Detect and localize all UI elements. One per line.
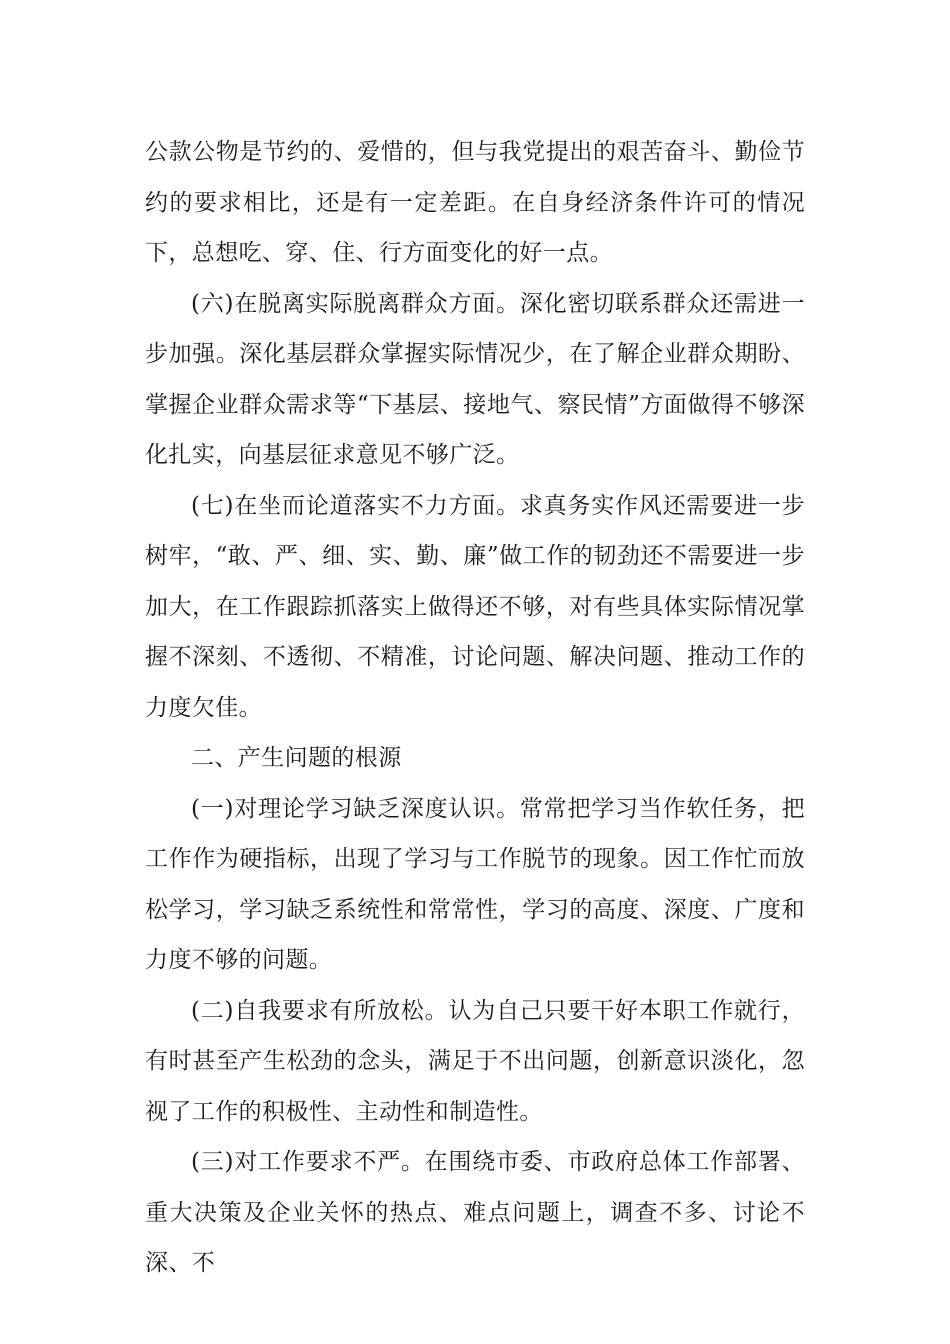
paragraph-continuation: 公款公物是节约的、爱惜的，但与我党提出的艰苦奋斗、勤俭节约的要求相比，还是有一定差距。在自身经济条件许可的情况下，总想吃、穿、住、行方面变化的好一点。 (145, 139, 805, 266)
document-body (145, 127, 805, 1289)
paragraph-section-6: (六)在脱离实际脱离群众方面。深化密切联系群众还需进一步加强。深化基层群众掌握实际情况少，在了解企业群众期盼、掌握企业群众需求等“下基层、接地气、察民情”方面做得不够深化扎实，向基层征求意见不够广泛。 (145, 290, 805, 468)
paragraph-cause-1: (一)对理论学习缺乏深度认识。常常把学习当作软任务，把工作作为硬指标，出现了学习与工作脱节的现象。因工作忙而放松学习，学习缺乏系统性和常常性，学习的高度、深度、广度和力度不够的问题。 (145, 795, 805, 973)
paragraph-cause-3: (三)对工作要求不严。在围绕市委、市政府总体工作部署、重大决策及企业关怀的热点、难点问题上，调查不多、讨论不深、不 (145, 1149, 805, 1276)
section-heading-root-causes: 二、产生问题的根源 (191, 745, 402, 771)
paragraph-section-7: (七)在坐而论道落实不力方面。求真务实作风还需要进一步树牢，“敢、严、细、实、勤、廉”做工作的韧劲还不需要进一步加大，在工作跟踪抓落实上做得还不够，对有些具体实际情况掌握不深刻、不透彻、不精准，讨论问题、解决问题、推动工作的力度欠佳。 (145, 492, 805, 721)
paragraph-cause-2: (二)自我要求有所放松。认为自己只要干好本职工作就行，有时甚至产生松劲的念头，满足于不出问题，创新意识淡化，忽视了工作的积极性、主动性和制造性。 (145, 997, 805, 1125)
